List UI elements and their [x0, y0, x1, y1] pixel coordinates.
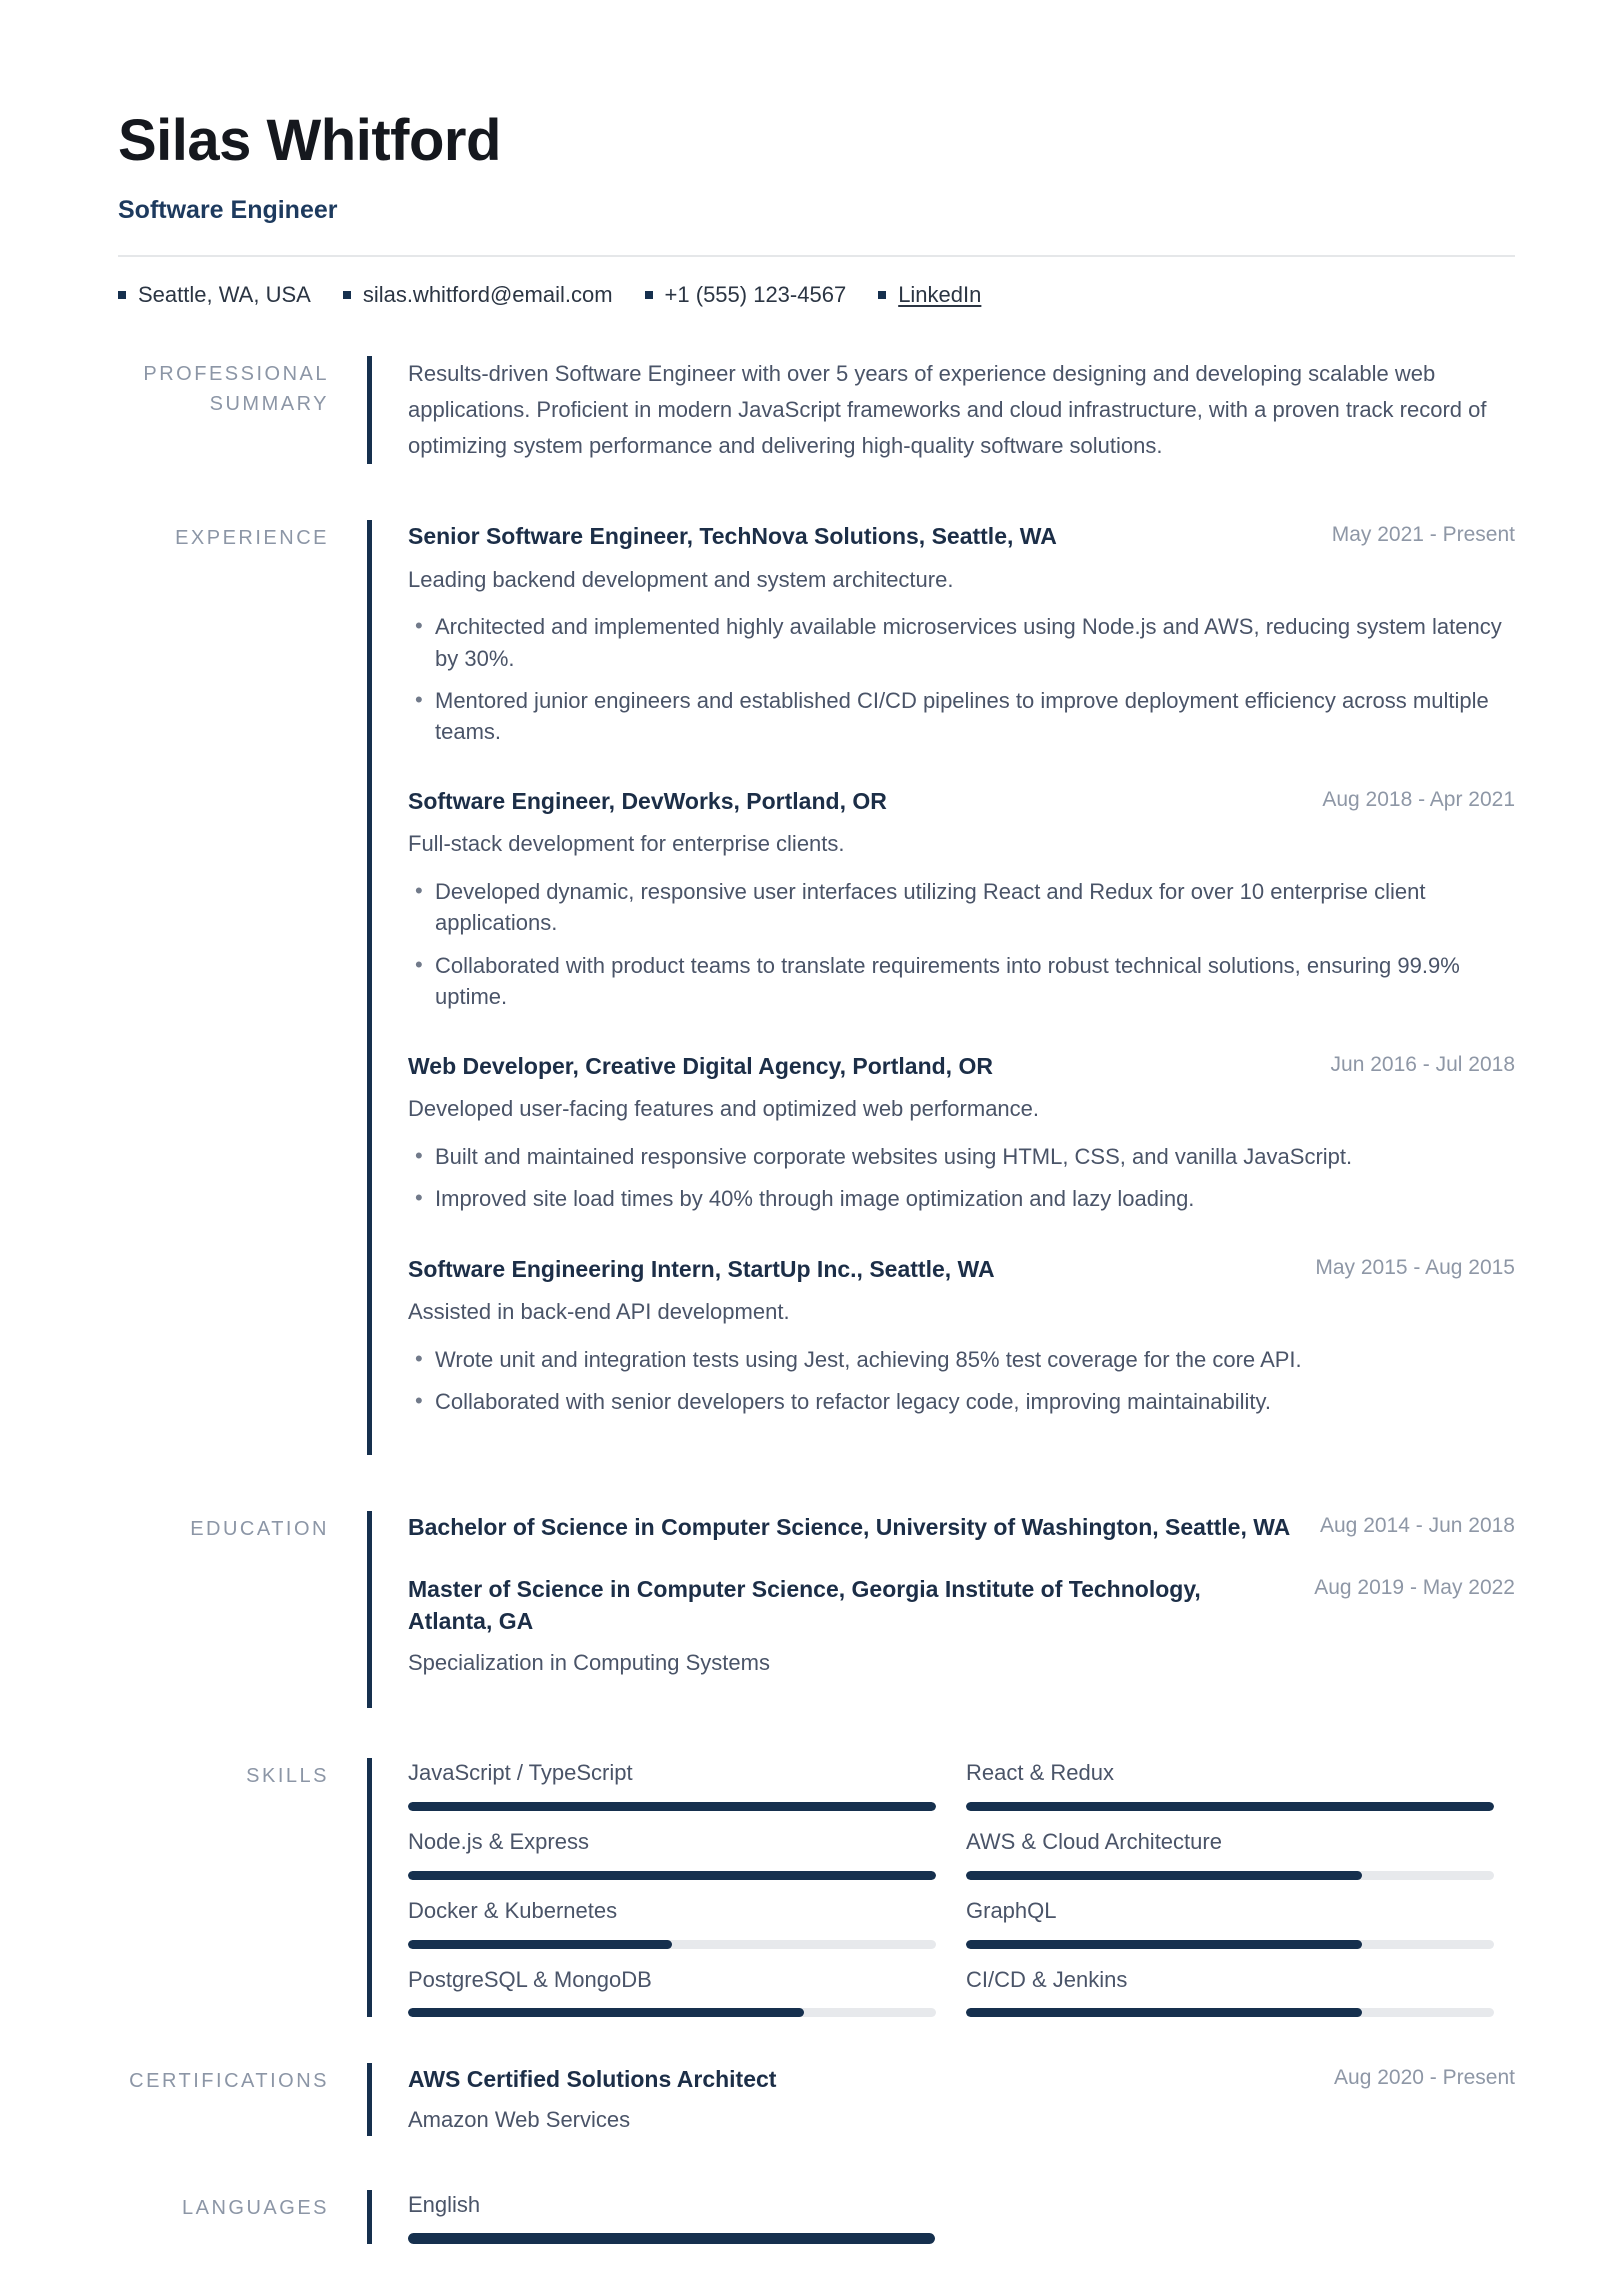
header-divider: [118, 255, 1515, 257]
experience-bullet: • Architected and implemented highly available microservices using Node.js and AWS, reducing system latency by 30%.: [408, 611, 1515, 673]
skill-progress-fill: [408, 1802, 936, 1811]
skill-name: Docker & Kubernetes: [408, 1897, 618, 1923]
skill-item: [966, 1965, 1494, 2018]
skill-progress-track: [408, 1802, 936, 1811]
skill-progress-fill: [408, 2008, 804, 2017]
contact-item: [118, 282, 311, 308]
skill-progress-track: [966, 1940, 1494, 1949]
skill-progress-track: [966, 1871, 1494, 1880]
language-name: English: [408, 2192, 481, 2218]
education-section-label: EDUCATION: [190, 1518, 329, 1541]
language-progress-fill: [408, 2233, 935, 2244]
experience-entry-subtitle: Full-stack development for enterprise clients.: [408, 831, 845, 857]
skill-name: JavaScript / TypeScript: [408, 1760, 633, 1786]
experience-entry-date: May 2021 - Present: [1331, 523, 1515, 547]
resume-header: [118, 108, 1515, 308]
experience-section: [118, 520, 1515, 1455]
skill-item: [966, 1758, 1494, 1811]
education-entry-date: Aug 2019 - May 2022: [1314, 1576, 1515, 1600]
summary-text: Results-driven Software Engineer with over 5 years of experience designing and developing scalable web applications. Proficient in modern JavaScript frameworks and cloud infrastructure, with a proven track record of optimizing system performance and delivering high-quality software solutions.: [408, 361, 1487, 459]
experience-bullet-list: [408, 876, 1515, 1012]
certification-issuer: Amazon Web Services: [408, 2107, 631, 2133]
language-progress-track: [408, 2233, 935, 2244]
square-bullet-icon: [645, 291, 653, 299]
education-entry-date: Aug 2014 - Jun 2018: [1320, 1514, 1515, 1538]
skills-section: [118, 1758, 1515, 2017]
skill-item: [966, 1827, 1494, 1880]
skill-name: PostgreSQL & MongoDB: [408, 1966, 652, 1992]
contact-row: [118, 282, 1515, 308]
experience-entry-title: Senior Software Engineer, TechNova Solutions, Seattle, WA: [408, 523, 1057, 550]
skill-name: React & Redux: [966, 1760, 1114, 1786]
experience-bullet-list: [408, 1344, 1515, 1417]
skill-item: [408, 1965, 936, 2018]
experience-entry: [408, 520, 1515, 747]
languages-section: [118, 2190, 1515, 2244]
contact-item: [645, 282, 847, 308]
skill-name: Node.js & Express: [408, 1829, 589, 1855]
experience-entry-title: Software Engineering Intern, StartUp Inc., Seattle, WA: [408, 1255, 995, 1282]
square-bullet-icon: [878, 291, 886, 299]
contact-item: [878, 282, 981, 308]
person-job-title: Software Engineer: [118, 196, 338, 225]
contact-text: +1 (555) 123-4567: [664, 282, 847, 308]
education-section: [118, 1511, 1515, 1708]
experience-entry-date: May 2015 - Aug 2015: [1315, 1255, 1515, 1279]
skill-progress-track: [966, 2008, 1494, 2017]
experience-entry-subtitle: Assisted in back-end API development.: [408, 1298, 790, 1324]
skill-item: [408, 1896, 936, 1949]
experience-section-label: EXPERIENCE: [175, 527, 329, 550]
skill-progress-track: [408, 2008, 936, 2017]
experience-entry-date: Jun 2016 - Jul 2018: [1330, 1053, 1515, 1077]
experience-bullet: • Collaborated with product teams to translate requirements into robust technical solutions, ensuring 99.9% uptime.: [408, 950, 1515, 1012]
experience-entry-date: Aug 2018 - Apr 2021: [1322, 788, 1515, 812]
skill-name: GraphQL: [966, 1897, 1057, 1923]
contact-text: silas.whitford@email.com: [362, 282, 613, 308]
experience-bullet: • Improved site load times by 40% through image optimization and lazy loading.: [408, 1183, 1515, 1214]
certifications-section: [118, 2063, 1515, 2136]
skill-progress-track: [408, 1871, 936, 1880]
experience-entry: [408, 1050, 1515, 1214]
certification-name: AWS Certified Solutions Architect: [408, 2066, 777, 2093]
languages-section-label: LANGUAGES: [182, 2197, 329, 2220]
contact-text: Seattle, WA, USA: [138, 282, 311, 308]
education-entry: [408, 1511, 1515, 1543]
experience-entry-subtitle: Developed user-facing features and optimized web performance.: [408, 1096, 1040, 1122]
skill-progress-track: [408, 1940, 936, 1949]
education-entry: [408, 1573, 1515, 1678]
square-bullet-icon: [118, 291, 126, 299]
experience-bullet: • Developed dynamic, responsive user interfaces utilizing React and Redux for over 10 enterprise client applications.: [408, 876, 1515, 938]
experience-bullet: • Wrote unit and integration tests using Jest, achieving 85% test coverage for the core API.: [408, 1344, 1515, 1375]
skill-progress-fill: [966, 1802, 1494, 1811]
summary-section-label: PROFESSIONAL SUMMARY: [143, 363, 329, 416]
skill-name: AWS & Cloud Architecture: [966, 1829, 1222, 1855]
contact-item: [343, 282, 613, 308]
skill-progress-fill: [408, 1940, 672, 1949]
skill-progress-track: [966, 1802, 1494, 1811]
experience-entry-title: Web Developer, Creative Digital Agency, Portland, OR: [408, 1053, 993, 1080]
person-name: Silas Whitford: [118, 108, 501, 173]
experience-bullet: • Collaborated with senior developers to refactor legacy code, improving maintainability.: [408, 1386, 1515, 1417]
experience-bullet-list: [408, 611, 1515, 747]
experience-entry-title: Software Engineer, DevWorks, Portland, OR: [408, 788, 887, 815]
experience-bullet: • Mentored junior engineers and established CI/CD pipelines to improve deployment efficiency across multiple teams.: [408, 685, 1515, 747]
square-bullet-icon: [343, 291, 351, 299]
skill-progress-fill: [966, 1871, 1362, 1880]
skill-progress-fill: [966, 2008, 1362, 2017]
certification-date: Aug 2020 - Present: [1334, 2066, 1515, 2090]
skill-name: CI/CD & Jenkins: [966, 1966, 1128, 1992]
education-degree: Bachelor of Science in Computer Science, University of Washington, Seattle, WA: [408, 1514, 1291, 1541]
skills-grid: [408, 1758, 1494, 2017]
education-note: Specialization in Computing Systems: [408, 1649, 770, 1675]
skill-item: [408, 1758, 936, 1811]
skill-item: [966, 1896, 1494, 1949]
certification-entry: [408, 2063, 1515, 2136]
skills-section-label: SKILLS: [246, 1765, 329, 1788]
language-item: [408, 2190, 935, 2244]
skill-progress-fill: [966, 1940, 1362, 1949]
experience-bullet: • Built and maintained responsive corporate websites using HTML, CSS, and vanilla JavaScript.: [408, 1141, 1515, 1172]
contact-text: LinkedIn: [898, 282, 982, 308]
experience-entry: [408, 1253, 1515, 1417]
skill-progress-fill: [408, 1871, 936, 1880]
experience-entry: [408, 785, 1515, 1012]
certifications-section-label: CERTIFICATIONS: [129, 2070, 329, 2093]
experience-entry-subtitle: Leading backend development and system architecture.: [408, 566, 954, 592]
education-degree: Master of Science in Computer Science, Georgia Institute of Technology, Atlanta, GA: [408, 1576, 1201, 1635]
summary-section: [118, 356, 1515, 464]
experience-bullet-list: [408, 1141, 1515, 1214]
skill-item: [408, 1827, 936, 1880]
